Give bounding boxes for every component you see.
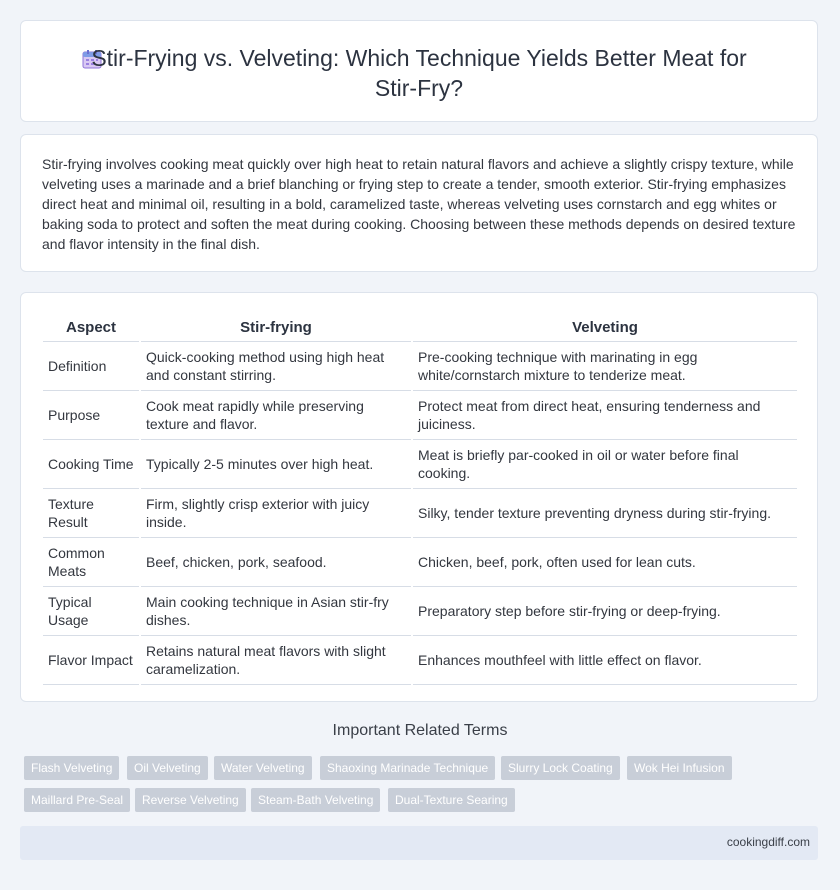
aspect-cell: Common Meats [43, 538, 139, 587]
related-term-tag[interactable]: Water Velveting [214, 756, 312, 780]
related-term-tag[interactable]: Reverse Velveting [135, 788, 246, 812]
aspect-cell: Cooking Time [43, 440, 139, 489]
velveting-cell: Meat is briefly par-cooked in oil or water before final cooking. [413, 440, 797, 489]
table-row [43, 538, 797, 587]
comparison-card [20, 292, 818, 702]
header-velveting: Velveting [413, 313, 797, 342]
intro-paragraph: Stir-frying involves cooking meat quickly over high heat to retain natural flavors and achieve a slightly crispy texture, while velveting uses a marinade and a brief blanching or frying step to create a tender, smooth exterior. Stir-frying emphasizes direct heat and minimal oil, resulting in a bold, caramelized taste, whereas velveting uses cornstarch and egg whites or baking soda to protect and soften the meat during cooking. Choosing between these methods depends on desired texture and flavor intensity in the final dish. [42, 156, 796, 252]
stir-frying-cell: Quick-cooking method using high heat and constant stirring. [141, 342, 411, 391]
velveting-cell: Protect meat from direct heat, ensuring tenderness and juiciness. [413, 391, 797, 440]
footer-bar [20, 826, 818, 860]
table-row [43, 636, 797, 685]
header-aspect: Aspect [43, 313, 139, 342]
velveting-cell: Chicken, beef, pork, often used for lean cuts. [413, 538, 797, 587]
related-terms-heading: Important Related Terms [332, 722, 508, 739]
aspect-cell: Flavor Impact [43, 636, 139, 685]
related-term-tag[interactable]: Steam-Bath Velveting [251, 788, 380, 812]
comparison-table [41, 313, 799, 685]
velveting-cell: Pre-cooking technique with marinating in egg white/cornstarch mixture to tenderize meat. [413, 342, 797, 391]
velveting-cell: Enhances mouthfeel with little effect on flavor. [413, 636, 797, 685]
velveting-cell: Preparatory step before stir-frying or deep-frying. [413, 587, 797, 636]
table-row [43, 440, 797, 489]
stir-frying-cell: Typically 2-5 minutes over high heat. [141, 440, 411, 489]
related-term-tag[interactable]: Shaoxing Marinade Technique [320, 756, 495, 780]
related-term-tag[interactable]: Wok Hei Infusion [627, 756, 732, 780]
stir-frying-cell: Firm, slightly crisp exterior with juicy inside. [141, 489, 411, 538]
table-header-row [43, 313, 797, 342]
stir-frying-cell: Main cooking technique in Asian stir-fry dishes. [141, 587, 411, 636]
related-term-tag[interactable]: Dual-Texture Searing [388, 788, 515, 812]
aspect-cell: Purpose [43, 391, 139, 440]
stir-frying-cell: Beef, chicken, pork, seafood. [141, 538, 411, 587]
page-title: Stir-Frying vs. Velveting: Which Technique Yields Better Meat for Stir-Fry? [91, 45, 747, 101]
related-term-tag[interactable]: Slurry Lock Coating [501, 756, 620, 780]
stir-frying-cell: Retains natural meat flavors with slight caramelization. [141, 636, 411, 685]
intro-card [20, 134, 818, 272]
table-row [43, 342, 797, 391]
header-stir-frying: Stir-frying [141, 313, 411, 342]
velveting-cell: Silky, tender texture preventing dryness during stir-frying. [413, 489, 797, 538]
stir-frying-cell: Cook meat rapidly while preserving texture and flavor. [141, 391, 411, 440]
table-row [43, 587, 797, 636]
related-term-tag[interactable]: Oil Velveting [127, 756, 208, 780]
related-term-tag[interactable]: Maillard Pre-Seal [24, 788, 130, 812]
aspect-cell: Definition [43, 342, 139, 391]
table-row [43, 489, 797, 538]
aspect-cell: Texture Result [43, 489, 139, 538]
footer-site-link[interactable]: cookingdiff.com [726, 835, 810, 849]
table-row [43, 391, 797, 440]
aspect-cell: Typical Usage [43, 587, 139, 636]
related-term-tag[interactable]: Flash Velveting [24, 756, 119, 780]
title-card [20, 20, 818, 122]
